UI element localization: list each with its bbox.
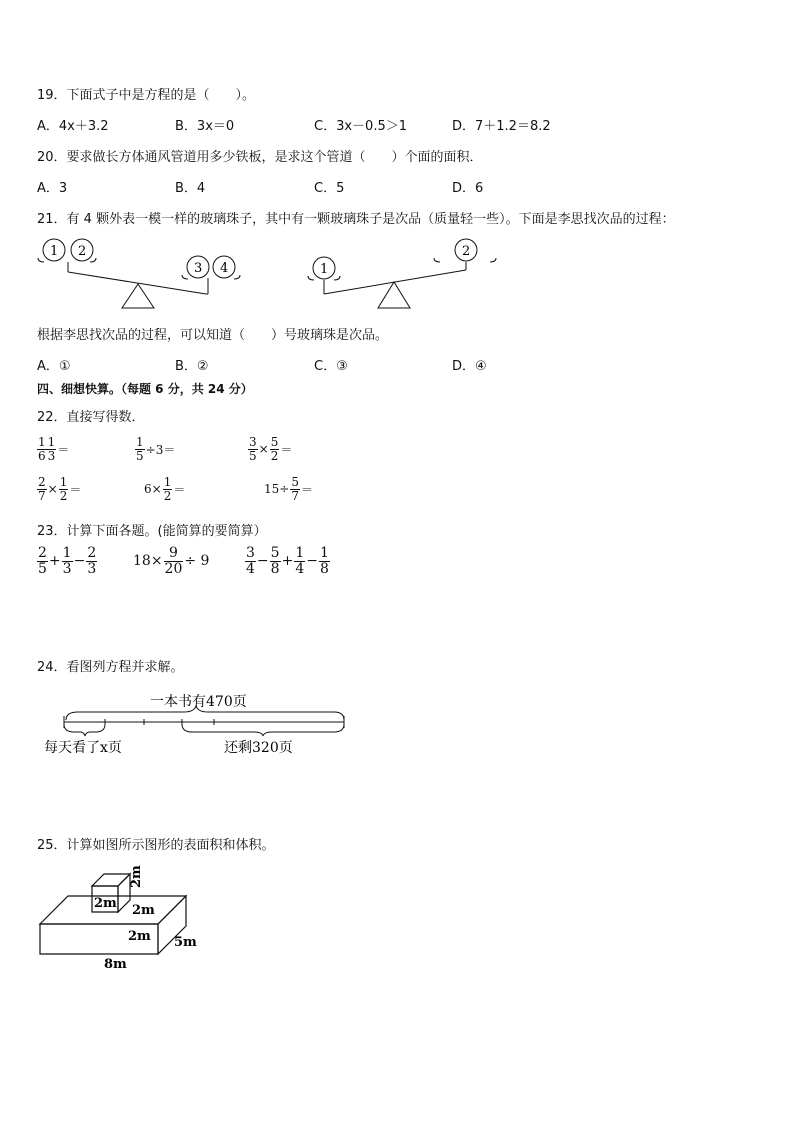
cube-front-label: 2m [94, 896, 117, 911]
left-balance-scale [38, 239, 240, 308]
ball-1-label: 1 [50, 244, 59, 259]
q22-stem: 22．直接写得数． [37, 410, 145, 425]
q20-option-c[interactable]: C．5 [314, 181, 345, 196]
q21-stem: 21．有 4 颗外表一模一样的玻璃珠子，其中有一颗玻璃珠子是次品（质量轻一些）。下面是李思找次品的过程： [37, 212, 675, 227]
q22-item-2: $\frac{1}{5}$ ÷3＝ [136, 435, 176, 463]
ball-4-label: 4 [220, 261, 229, 276]
q22-item-5: 6× $\frac{1}{2}$ ＝ [144, 475, 186, 503]
q22-item-3: $\frac{3}{5}$ × $\frac{5}{2}$ ＝ [249, 435, 293, 463]
bottom-right-brace [182, 724, 344, 736]
q21-option-c[interactable]: C．③ [314, 359, 348, 374]
q20-option-d[interactable]: D．6 [452, 181, 484, 196]
total-pages-label: 一本书有470页 [150, 694, 247, 710]
q21-option-a[interactable]: A．① [37, 359, 71, 374]
q22-item-1: $\frac{1}{6}$ $\frac{1}{3}$ ＝ [38, 435, 70, 463]
ball-2-label: 2 [78, 244, 87, 259]
cuboid-height-label: 2m [128, 929, 151, 944]
cube-depth-label: 2m [132, 903, 155, 918]
q20-option-b[interactable]: B．4 [175, 181, 206, 196]
q19-option-a[interactable]: A．4x＋3.2 [37, 119, 109, 134]
q22-item-4: $\frac{2}{7}$ × $\frac{1}{2}$ ＝ [38, 475, 82, 503]
cuboid-length-label: 8m [104, 957, 127, 972]
q22-item-6: 15÷ $\frac{5}{7}$ ＝ [264, 475, 313, 503]
composite-cuboid-figure [34, 862, 234, 972]
q23-expression-1: $\frac{2}{5}$ + $\frac{1}{3}$ − $\frac{2}{3}$ [38, 545, 97, 577]
q20-stem: 20．要求做长方体通风管道用多少铁板，是求这个管道（ ）个面的面积． [37, 150, 483, 165]
q19-option-d[interactable]: D．7＋1.2＝8.2 [452, 119, 551, 134]
q21-option-b[interactable]: B．② [175, 359, 209, 374]
line-segment-diagram [34, 686, 354, 762]
q23-stem: 23．计算下面各题。(能简算的要简算） [37, 524, 267, 539]
q19-option-c[interactable]: C．3x－0.5＞1 [314, 119, 407, 134]
pages-per-day-label: 每天看了x页 [44, 740, 122, 756]
q24-stem: 24．看图列方程并求解。 [37, 660, 184, 675]
q21-option-d[interactable]: D．④ [452, 359, 487, 374]
ball-1-label-right: 1 [320, 262, 329, 277]
q19-stem: 19．下面式子中是方程的是（ ）。 [37, 88, 256, 103]
q23-expression-3: $\frac{3}{4}$ − $\frac{5}{8}$ + $\frac{1}{4}$ − $\frac{1}{8}$ [246, 545, 329, 577]
bottom-left-brace [64, 724, 105, 736]
section-4-title: 四、细想快算。（每题 6 分，共 24 分） [37, 382, 253, 396]
q21-question: 根据李思找次品的过程，可以知道（ ）号玻璃珠是次品。 [37, 328, 389, 343]
q20-option-a[interactable]: A．3 [37, 181, 68, 196]
q25-stem: 25．计算如图所示图形的表面积和体积。 [37, 838, 275, 853]
q19-option-b[interactable]: B．3x＝0 [175, 119, 235, 134]
balance-scales-figure [30, 232, 510, 314]
cuboid-width-label: 5m [174, 935, 197, 950]
ball-2-label-right: 2 [462, 244, 471, 259]
remaining-pages-label: 还剩320页 [224, 740, 293, 756]
ball-3-label: 3 [194, 261, 203, 276]
q23-expression-2: 18× $\frac{9}{20}$ ÷ 9 [133, 545, 210, 577]
cube-height-label: 2m [129, 865, 144, 888]
